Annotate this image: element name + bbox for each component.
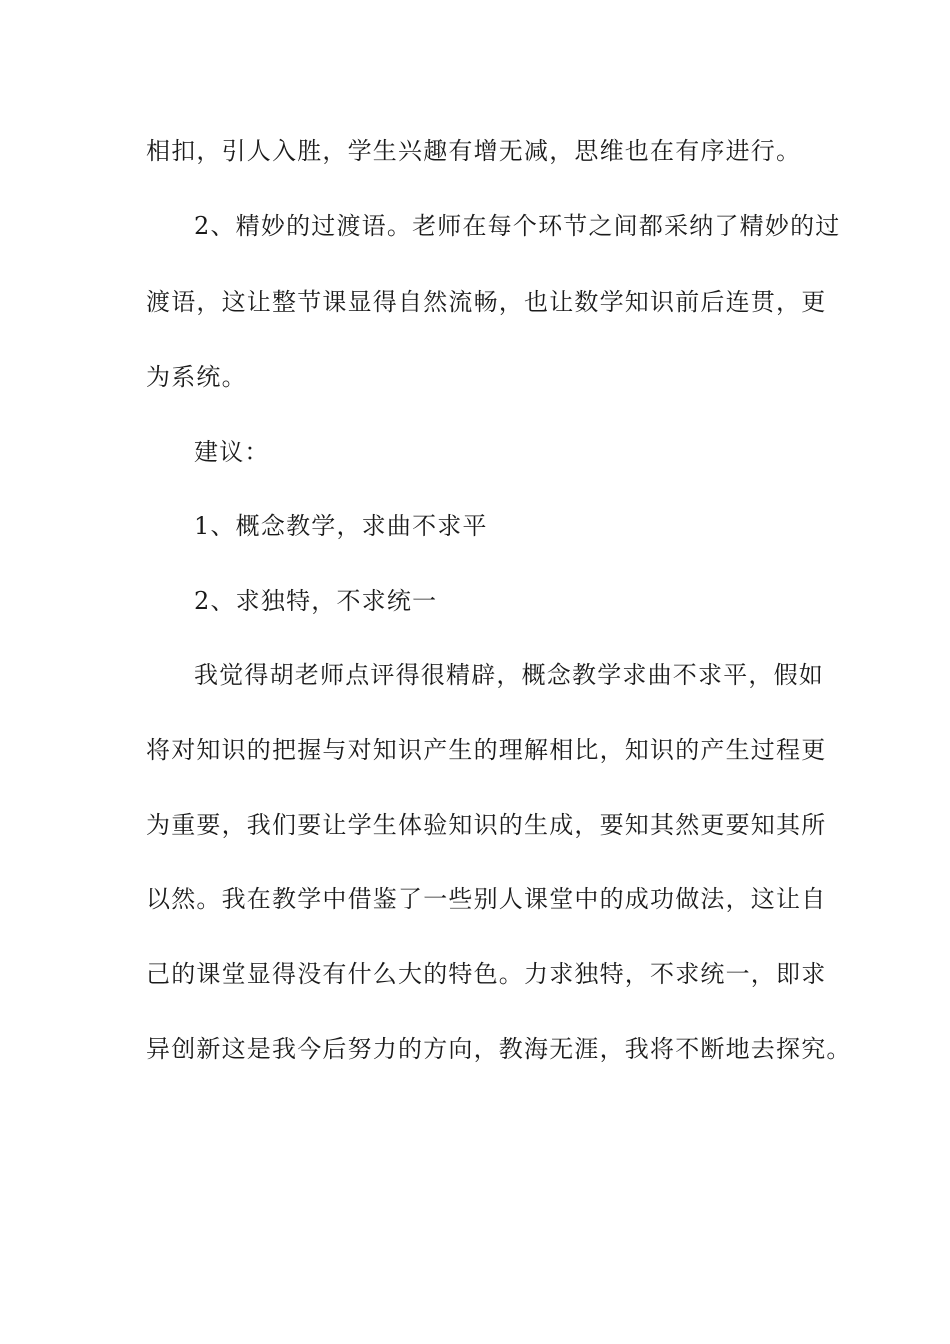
- paragraph-line: 异创新这是我今后努力的方向，教海无涯，我将不断地去探究。: [146, 1035, 852, 1063]
- paragraph-line: 以然。我在教学中借鉴了一些别人课堂中的成功做法，这让自: [146, 885, 827, 913]
- paragraph-line: 己的课堂显得没有什么大的特色。力求独特，不求统一，即求: [146, 960, 827, 988]
- section-heading: 建议：: [194, 438, 270, 466]
- paragraph-line: 为重要，我们要让学生体验知识的生成，要知其然更要知其所: [146, 811, 827, 839]
- paragraph-line: 相扣，引人入胜，学生兴趣有增无减，思维也在有序进行。: [146, 137, 802, 165]
- paragraph-line: 将对知识的把握与对知识产生的理解相比，知识的产生过程更: [146, 736, 827, 764]
- paragraph-line: 渡语，这让整节课显得自然流畅，也让数学知识前后连贯，更: [146, 288, 827, 316]
- list-item: 1、概念教学，求曲不求平: [194, 512, 488, 540]
- paragraph-line: 我觉得胡老师点评得很精辟，概念教学求曲不求平，假如: [194, 661, 824, 689]
- paragraph-line: 2、精妙的过渡语。老师在每个环节之间都采纳了精妙的过: [194, 212, 841, 240]
- paragraph-line: 为系统。: [146, 363, 247, 391]
- list-item: 2、求独特，不求统一: [194, 587, 438, 615]
